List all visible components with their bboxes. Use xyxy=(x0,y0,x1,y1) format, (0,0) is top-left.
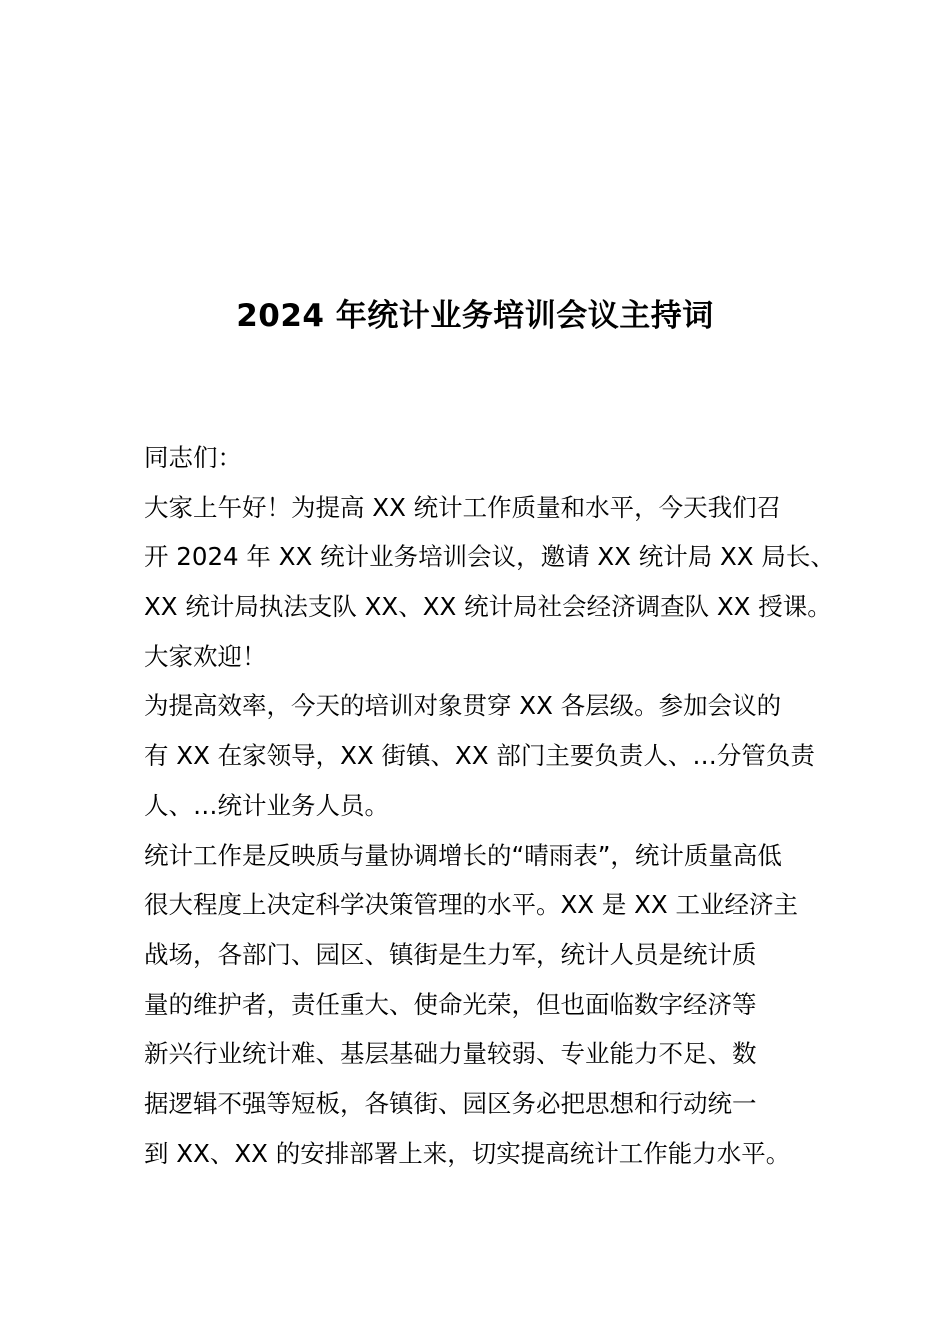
text-line: 很大程度上决定科学决策管理的水平。XX 是 XX 工业经济主 xyxy=(144,890,798,920)
text-line: 据逻辑不强等短板，各镇街、园区务必把思想和行动统一 xyxy=(144,1088,757,1118)
text-line: 到 XX、XX 的安排部署上来，切实提高统计工作能力水平。 xyxy=(144,1138,791,1168)
text-line: 同志们： xyxy=(144,443,242,472)
text-line: 人、…统计业务人员。 xyxy=(144,790,389,820)
text-line: XX 统计局执法支队 XX、XX 统计局社会经济调查队 XX 授课。 xyxy=(144,592,832,622)
text-line: 新兴行业统计难、基层基础力量较弱、专业能力不足、数 xyxy=(144,1039,757,1069)
text-line: 量的维护者，责任重大、使命光荣，但也面临数字经济等 xyxy=(144,989,757,1019)
text-line: 有 XX 在家领导，XX 街镇、XX 部门主要负责人、…分管负责 xyxy=(144,741,815,771)
document-title: 2024 年统计业务培训会议主持词 xyxy=(236,298,714,334)
document-body xyxy=(144,433,835,1178)
text-line: 开 2024 年 XX 统计业务培训会议，邀请 XX 统计局 XX 局长、 xyxy=(144,542,835,572)
text-line: 大家欢迎！ xyxy=(144,641,267,671)
text-line: 为提高效率，今天的培训对象贯穿 XX 各层级。参加会议的 xyxy=(144,691,782,721)
text-line: 统计工作是反映质与量协调增长的“晴雨表”，统计质量高低 xyxy=(144,840,782,870)
text-line: 大家上午好！为提高 XX 统计工作质量和水平，今天我们召 xyxy=(144,492,782,522)
text-line: 战场，各部门、园区、镇街是生力军，统计人员是统计质 xyxy=(144,939,757,969)
